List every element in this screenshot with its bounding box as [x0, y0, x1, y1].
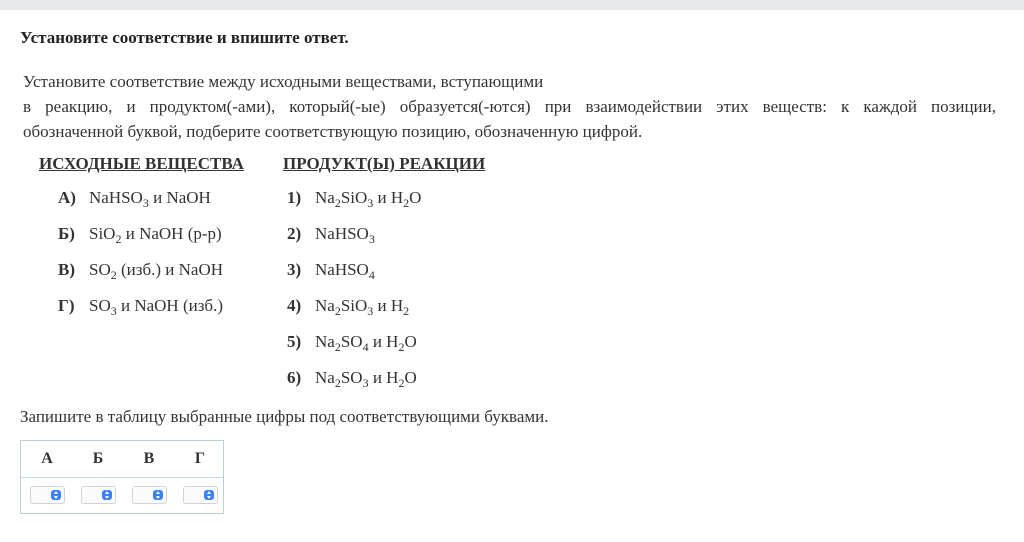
reactant-label: Г) [58, 296, 75, 315]
product-item: 4) $Na_2SiO_3$ и $H_2$ [287, 296, 410, 318]
product-label: 4) [287, 296, 302, 315]
product-item: 6) $Na_2SO_3$ и $H_2O$ [287, 368, 417, 390]
product-label: 3) [287, 260, 302, 279]
product-label: 6) [287, 368, 302, 387]
product-label: 1) [287, 188, 302, 207]
product-item: 2) NaHSO$_3$ [287, 224, 375, 246]
task-description-line-1: Установите соответствие между исходными веществами, вступающими [23, 72, 544, 91]
product-label: 5) [287, 332, 302, 351]
answer-instruction: Запишите в таблицу выбранные цифры под соответствующими буквами. [20, 407, 549, 426]
reactant-label: А) [58, 188, 76, 207]
answer-header-a: А [41, 450, 53, 467]
select-stepper-icon [102, 490, 112, 500]
answer-header-b: Б [92, 450, 104, 467]
select-stepper-icon [51, 490, 61, 500]
task-heading: Установите соответствие и впишите ответ. [20, 28, 349, 47]
product-item: 3) NaHSO$_4$ [287, 260, 375, 282]
reactant-label: Б) [58, 224, 75, 243]
answer-table-header [21, 441, 223, 478]
products-header: ПРОДУКТ(Ы) РЕАКЦИИ [283, 154, 486, 173]
select-stepper-icon [204, 490, 214, 500]
reactant-item: В) $SO_2$ (изб.) и NaOH [58, 260, 223, 282]
task-description [23, 69, 996, 144]
product-item: 5) $Na_2SO_4$ и $H_2O$ [287, 332, 417, 354]
reactant-item: Г) $SO_3$ и NaOH (изб.) [58, 296, 223, 318]
answer-table [20, 440, 224, 514]
product-label: 2) [287, 224, 302, 243]
task-description-line-3: обозначенной буквой, подберите соответствующую позицию, обозначенную цифрой. [23, 122, 643, 141]
task-description-line-2: в реакцию, и продуктом(-ами), который(-ые) образуется(-ются) при взаимодействии этих веществ: к каждой позиции, [23, 97, 996, 116]
answer-select-b[interactable] [81, 486, 116, 504]
reactant-item: А) NaHSO$_3$ и NaOH [58, 188, 211, 210]
answer-header-g: Г [194, 450, 206, 467]
reactants-header: ИСХОДНЫЕ ВЕЩЕСТВА [39, 154, 244, 173]
reactant-label: В) [58, 260, 75, 279]
select-stepper-icon [153, 490, 163, 500]
top-bar [0, 0, 1024, 10]
answer-select-g[interactable] [183, 486, 218, 504]
product-item: 1) $Na_2SiO_3$ и $H_2O$ [287, 188, 422, 210]
reactant-item: Б) SiO$_2$ и NaOH (р-р) [58, 224, 222, 246]
answer-select-a[interactable] [30, 486, 65, 504]
answer-header-v: В [143, 450, 155, 467]
answer-select-v[interactable] [132, 486, 167, 504]
